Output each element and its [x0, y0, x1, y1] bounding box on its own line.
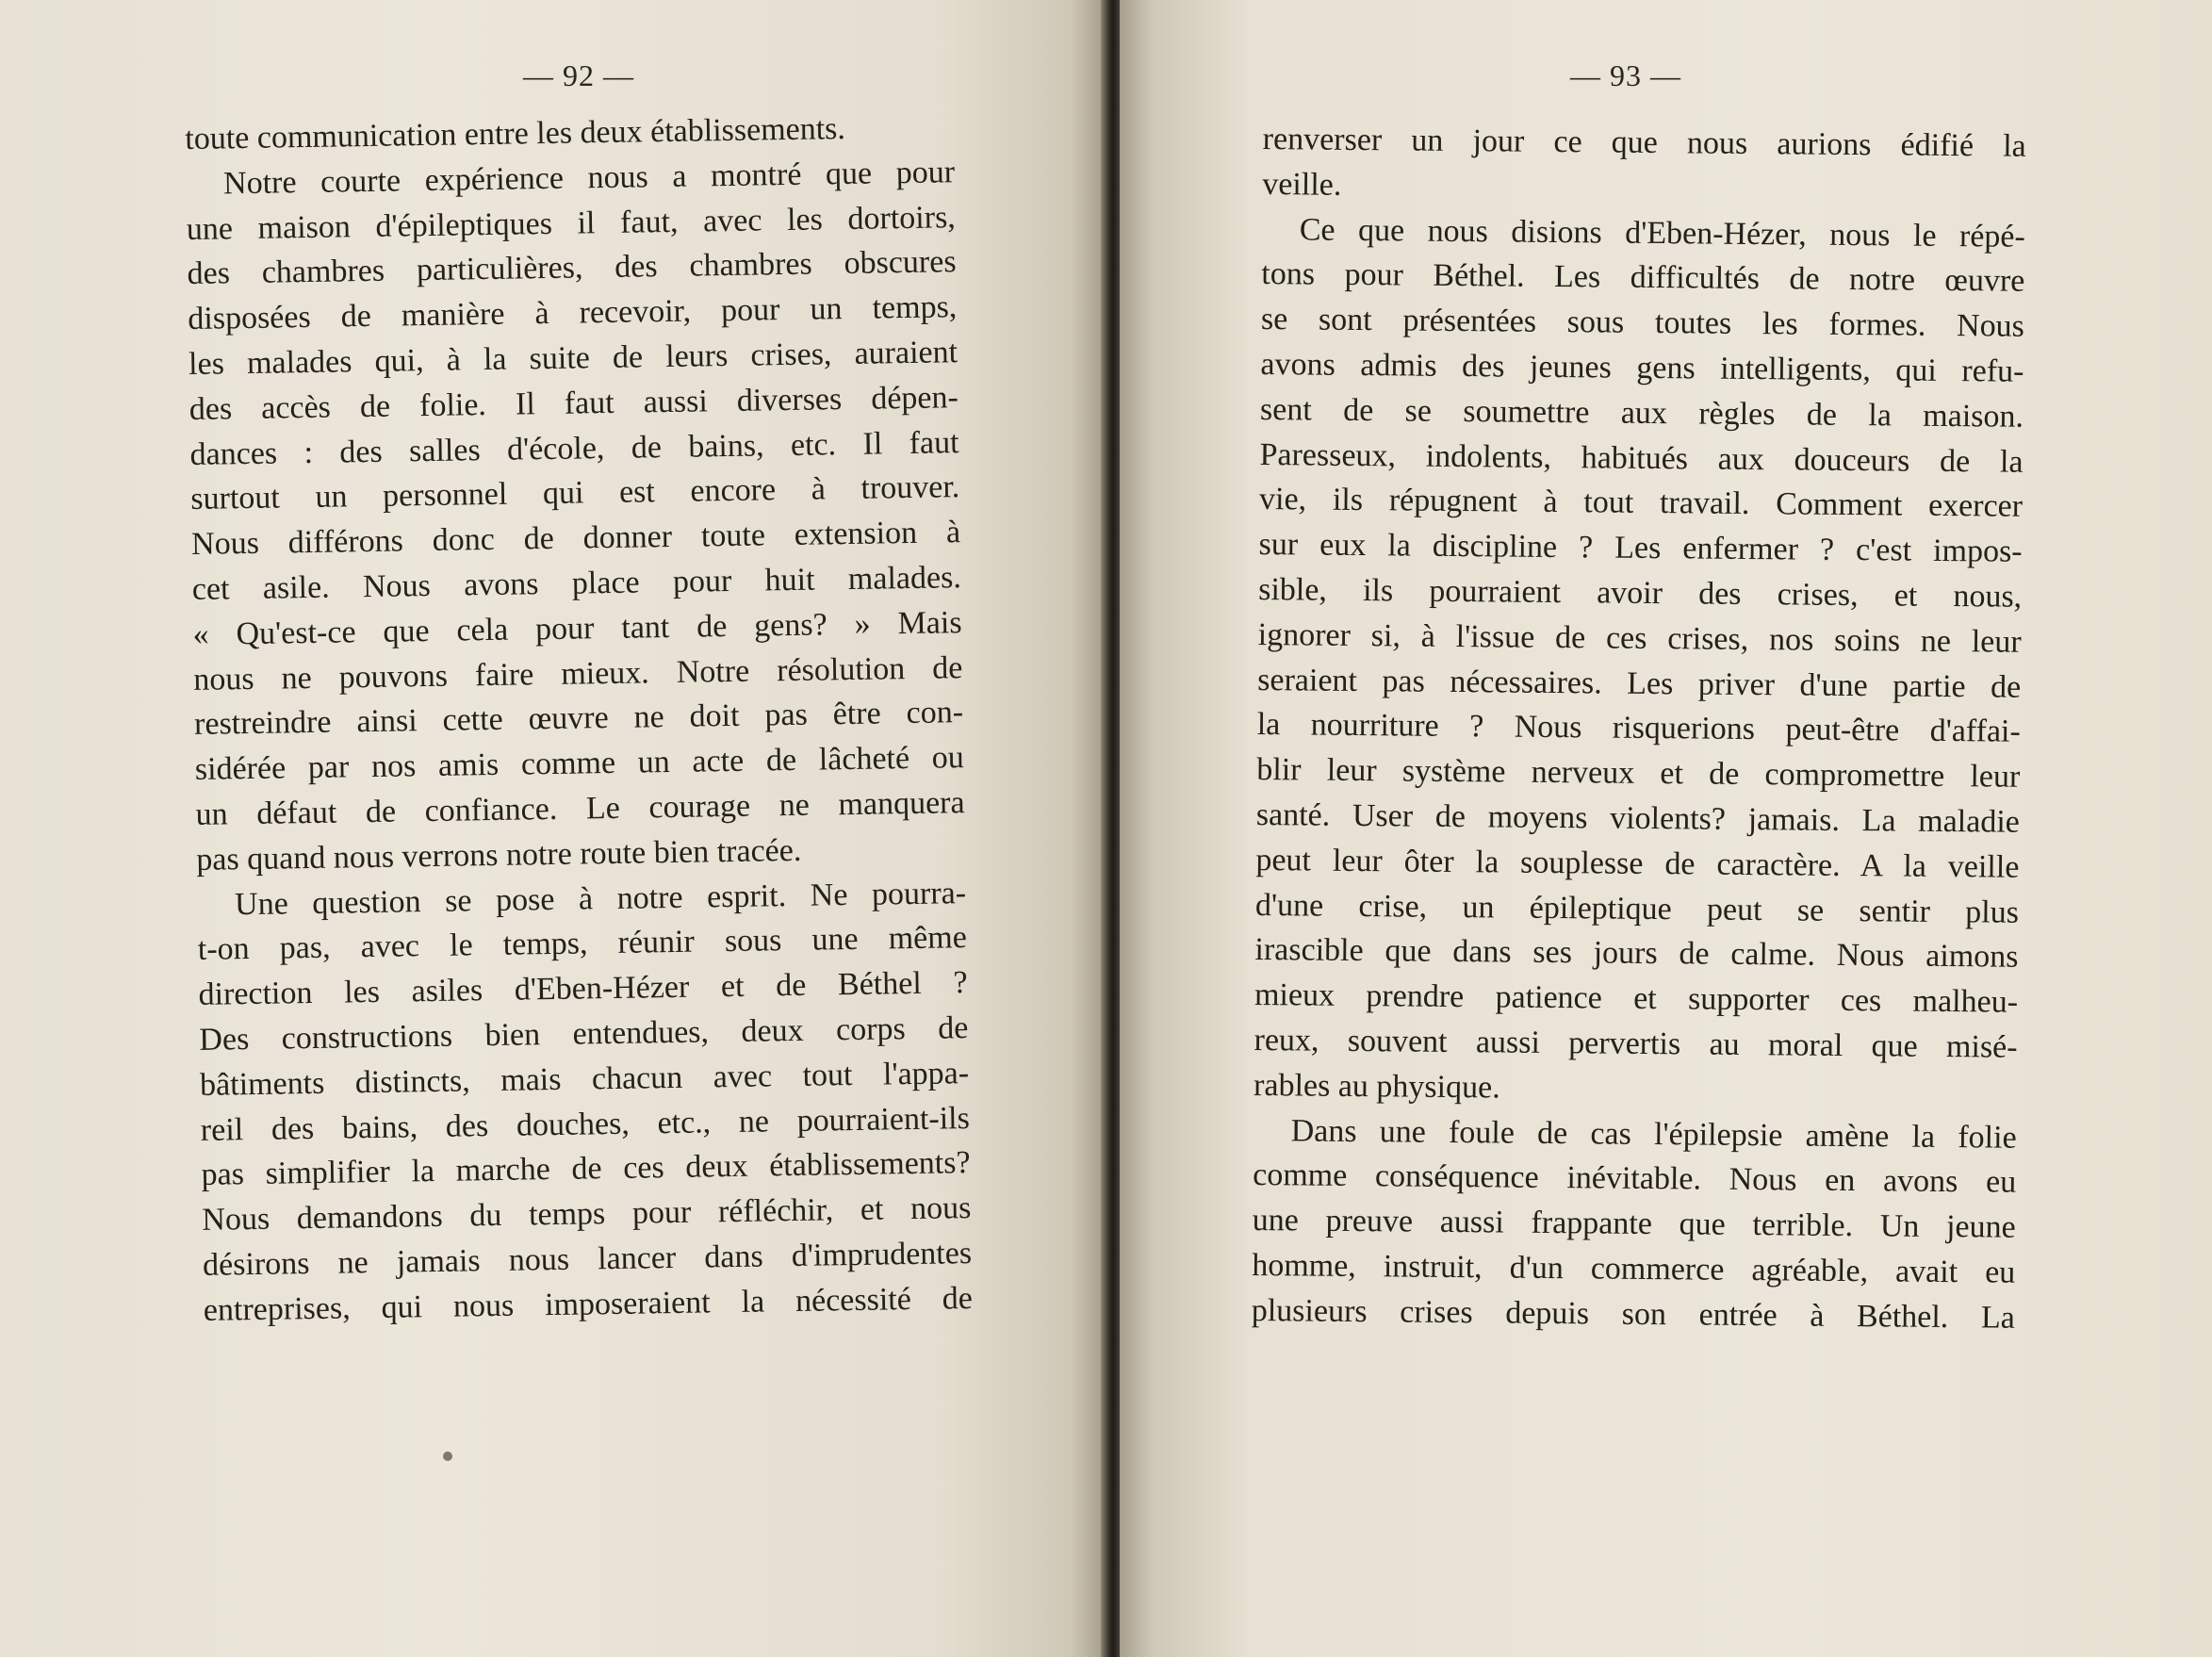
text-line: comme conséquence inévitable. Nous en avons eu: [1253, 1157, 2017, 1201]
left-page: [0, 0, 1105, 1657]
text-line: cet asile. Nous avons place pour huit malades.: [191, 560, 962, 607]
text-line: disposées de manière à recevoir, pour un temps,: [188, 289, 958, 337]
text-line: toute communication entre les deux établissements.: [185, 110, 846, 156]
text-line: avons admis des jeunes gens intelligents, qui refu-: [1260, 346, 2024, 389]
text-line: sur eux la discipline ? Les enfermer ? c'est impos-: [1258, 527, 2023, 569]
page-number: — 92 —: [523, 58, 634, 92]
text-line: « Qu'est-ce que cela pour tant de gens? » Mais: [192, 604, 962, 652]
text-line: sent de se soumettre aux règles de la maison.: [1259, 391, 2024, 435]
ink-spot: [443, 1452, 452, 1461]
text-line: ignorer si, à l'issue de ces crises, nos soins ne leur: [1257, 616, 2022, 660]
text-line: renverser un jour ce que nous aurions édifié la: [1262, 121, 2026, 164]
text-line: mieux prendre patience et supporter ces malheu-: [1253, 977, 2019, 1020]
page-body-text: [185, 105, 973, 1333]
text-line: les malades qui, à la suite de leurs crises, auraient: [188, 335, 959, 382]
text-line: vie, ils répugnent à tout travail. Comment exercer: [1258, 482, 2024, 525]
text-line: Nous différons donc de donner toute extension à: [190, 515, 961, 563]
text-line: Des constructions bien entendues, deux corps de: [199, 1010, 969, 1058]
page-body-text: [1252, 117, 2026, 1340]
text-line: homme, instruit, d'un commerce agréable, avait eu: [1252, 1247, 2016, 1290]
text-line: veille.: [1262, 166, 1342, 203]
text-line: pas simplifier la marche de ces deux établissements?: [201, 1145, 971, 1193]
text-line: Nous demandons du temps pour réfléchir, et nous: [202, 1190, 972, 1238]
text-line: Paresseux, indolents, habitués aux douceurs de la: [1259, 436, 2024, 480]
text-line: seraient pas nécessaires. Les priver d'une partie de: [1257, 662, 2022, 705]
text-line: des accès de folie. Il faut aussi diverses dépen-: [188, 379, 959, 427]
text-line: tons pour Béthel. Les difficultés de notre œuvre: [1261, 256, 2025, 300]
text-line: reil des bains, des douches, etc., ne pourraient-ils: [200, 1100, 971, 1148]
text-line: entreprises, qui nous imposeraient la nécessité de: [203, 1280, 974, 1328]
text-line: Dans une foule de cas l'épilepsie amène la folie: [1290, 1112, 2017, 1156]
text-line: nous ne pouvons faire mieux. Notre résolution de: [193, 649, 963, 697]
text-line: d'une crise, un épileptique peut se sentir plus: [1254, 887, 2020, 930]
text-line: désirons ne jamais nous lancer dans d'imprudentes: [202, 1235, 973, 1283]
text-line: direction les asiles d'Eben-Hézer et de Béthel ?: [198, 965, 968, 1013]
text-line: bâtiments distincts, mais chacun avec tout l'appa-: [199, 1055, 970, 1103]
text-line: santé. User de moyens violents? jamais. La maladie: [1255, 796, 2021, 840]
text-line: une preuve aussi frappante que terrible. Un jeune: [1252, 1203, 2016, 1245]
page-number: — 93 —: [1570, 58, 1681, 92]
text-line: un défaut de confiance. Le courage ne manquera: [195, 785, 965, 832]
text-line: rables au physique.: [1253, 1067, 1500, 1106]
text-line: une maison d'épileptiques il faut, avec les dortoirs,: [186, 199, 957, 247]
text-line: Une question se pose à notre esprit. Ne pourra-: [234, 875, 967, 922]
text-line: dances : des salles d'école, de bains, etc. Il faut: [189, 424, 959, 472]
text-line: se sont présentées sous toutes les formes. Nous: [1260, 302, 2025, 344]
text-line: surtout un personnel qui est encore à trouver.: [190, 469, 960, 517]
text-line: peut leur ôter la souplesse de caractère. A la veille: [1255, 842, 2020, 885]
text-line: pas quand nous verrons notre route bien tracée.: [196, 832, 802, 878]
text-line: sidérée par nos amis comme un acte de lâcheté ou: [194, 740, 965, 788]
text-line: la nourriture ? Nous risquerions peut-être d'affai-: [1256, 707, 2021, 750]
text-line: sible, ils pourraient avoir des crises, et nous,: [1258, 571, 2023, 615]
text-line: Ce que nous disions d'Eben-Hézer, nous le répé-: [1299, 211, 2025, 254]
text-line: t-on pas, avec le temps, réunir sous une même: [197, 920, 968, 968]
text-line: reux, souvent aussi pervertis au moral que misé-: [1253, 1022, 2018, 1065]
text-line: Notre courte expérience nous a montré que pour: [222, 154, 956, 202]
right-page: [1120, 0, 2212, 1657]
text-line: des chambres particulières, des chambres obscures: [187, 244, 957, 292]
text-line: plusieurs crises depuis son entrée à Béthel. La: [1251, 1292, 2015, 1336]
text-line: restreindre ainsi cette œuvre ne doit pas être con-: [193, 695, 964, 743]
text-line: blir leur système nerveux et de compromettre leur: [1256, 752, 2021, 795]
text-line: irascible que dans ses jours de calme. Nous aimons: [1254, 932, 2019, 976]
